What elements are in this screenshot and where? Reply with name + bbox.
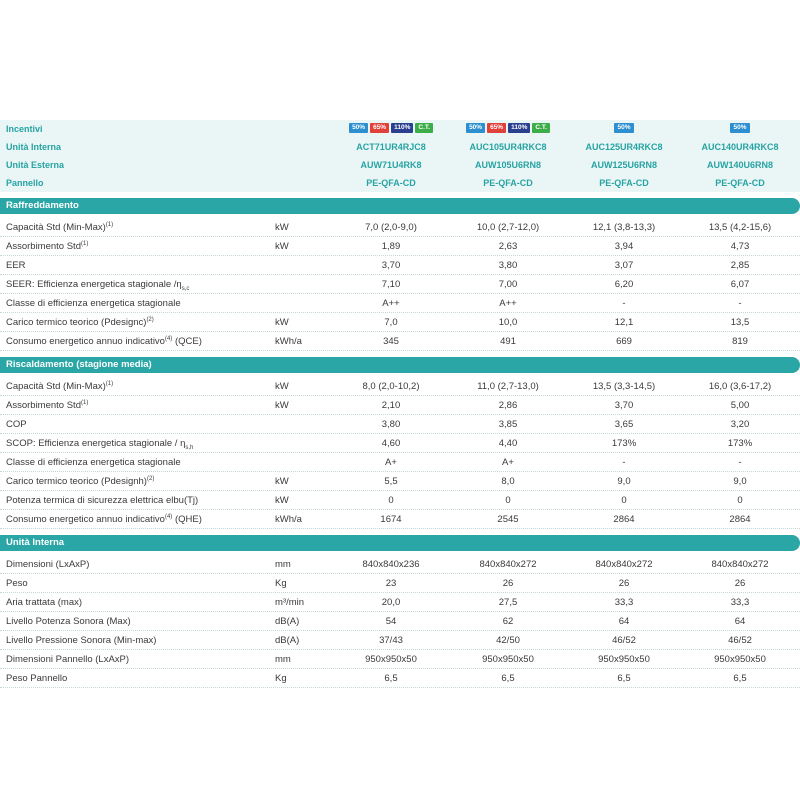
row-label [6, 495, 198, 506]
cell-value: 3,70 [381, 260, 401, 271]
cell-value: 2864 [729, 514, 751, 525]
table-row [0, 593, 800, 612]
cell-value: - [622, 298, 626, 309]
cell-value: - [622, 457, 626, 468]
cell-value: 6,20 [614, 279, 634, 290]
row-label [6, 298, 181, 309]
cell-value: 10,0 [498, 317, 518, 328]
row-unit: kWh/a [275, 514, 302, 525]
cell-value: 345 [383, 336, 399, 347]
cell-value: A++ [499, 298, 517, 309]
cell-value: 0 [737, 495, 743, 506]
row-label [6, 559, 89, 570]
table-row [0, 510, 800, 529]
cell-value: 8,0 [501, 476, 515, 487]
row-label-text: COP [6, 419, 27, 430]
row-unit: mm [275, 654, 291, 665]
table-row [0, 237, 800, 256]
row-label [6, 336, 202, 347]
cell-value: 2,10 [381, 400, 401, 411]
badges-col-1 [333, 123, 449, 133]
cell-value: 42/50 [496, 635, 520, 646]
cell-value: 37/43 [379, 635, 403, 646]
footnote-ref: (2) [146, 476, 155, 482]
row-label-text: Carico termico teorico (Pdesignh) [6, 476, 147, 488]
row-label [6, 419, 27, 430]
row-label-text: Livello Potenza Sonora (Max) [6, 616, 131, 627]
cell-value: 26 [734, 578, 746, 589]
cell-value: 64 [734, 616, 746, 627]
cell-value: 6,5 [733, 673, 747, 684]
cell-value: 3,85 [498, 419, 518, 430]
table-row [0, 332, 800, 351]
cell-value: 950x950x50 [598, 654, 650, 665]
cell-value: 10,0 (2,7-12,0) [476, 222, 540, 233]
cell-value: 7,0 [384, 317, 398, 328]
cell-value: A+ [385, 457, 397, 468]
incentive-badge: 110% [391, 123, 413, 133]
cell-value: 3,94 [614, 241, 634, 252]
cell-value: 26 [502, 578, 514, 589]
row-unit: dB(A) [275, 616, 300, 627]
row-label-sub: s,c [181, 285, 190, 292]
row-label [6, 457, 181, 468]
row-label-text: Consumo energetico annuo indicativo [6, 514, 165, 526]
cell-value: 1,89 [381, 241, 401, 252]
row-unit: kW [275, 495, 289, 506]
row-label [6, 438, 193, 451]
incentives-row [0, 120, 800, 138]
cell-value: A++ [382, 298, 400, 309]
cell-value: 2545 [497, 514, 519, 525]
panel-model: PE-QFA-CD [366, 178, 416, 188]
row-label-text: Peso Pannello [6, 673, 68, 684]
row-label-suffix: (QCE) [172, 336, 202, 348]
cell-value: 6,07 [730, 279, 750, 290]
table-row [0, 396, 800, 415]
row-label-text: EER [6, 260, 26, 271]
row-label-text: Classe di efficienza energetica stagionale [6, 298, 181, 309]
section-header: Raffreddamento [0, 198, 800, 214]
row-label [6, 654, 129, 665]
outdoor-model: AUW140U6RN8 [706, 160, 774, 170]
cell-value: 2,85 [730, 260, 750, 271]
cell-value: 173% [727, 438, 753, 449]
incentive-badge: 50% [614, 123, 633, 133]
table-row [0, 491, 800, 510]
row-label-text: Potenza termica di sicurezza elettrica elbu(Tj) [6, 495, 199, 506]
cell-value: 3,70 [614, 400, 634, 411]
cell-value: 7,00 [498, 279, 518, 290]
cell-value: 950x950x50 [714, 654, 766, 665]
table-row [0, 669, 800, 688]
cell-value: 5,00 [730, 400, 750, 411]
footnote-ref: (2) [146, 317, 154, 323]
footnote-ref: (1) [105, 222, 114, 228]
incentive-badge: 65% [370, 123, 389, 133]
cell-value: 12,1 (3,8-13,3) [592, 222, 656, 233]
row-unit: kW [275, 400, 289, 411]
row-label [6, 514, 202, 525]
table-row [0, 313, 800, 332]
table-row [0, 275, 800, 294]
panel-model: PE-QFA-CD [715, 178, 765, 188]
table-row [0, 256, 800, 275]
panel-row [0, 174, 800, 192]
cell-value: 3,65 [614, 419, 634, 430]
panel-model: PE-QFA-CD [599, 178, 649, 188]
row-label [6, 260, 26, 271]
cell-value: 173% [611, 438, 637, 449]
footnote-ref: (1) [105, 381, 114, 387]
spec-table [0, 120, 800, 688]
row-label-text: Assorbimento Std [6, 400, 81, 412]
row-label [6, 578, 28, 589]
row-label [6, 673, 67, 684]
cell-value: 9,0 [617, 476, 631, 487]
cell-value: 950x950x50 [365, 654, 417, 665]
indoor-model: ACT71UR4RJC8 [356, 142, 426, 152]
table-row [0, 472, 800, 491]
cell-value: 840x840x236 [362, 559, 420, 570]
table-row [0, 294, 800, 313]
cell-value: 3,80 [498, 260, 518, 271]
cell-value: 6,5 [617, 673, 631, 684]
outdoor-unit-row [0, 156, 800, 174]
header-block [0, 120, 800, 192]
row-unit: kW [275, 476, 289, 487]
badges-col-3 [566, 123, 682, 133]
cell-value: 840x840x272 [711, 559, 769, 570]
cell-value: 6,5 [384, 673, 398, 684]
row-label [6, 241, 88, 252]
cell-value: 840x840x272 [595, 559, 653, 570]
incentive-badge: 50% [466, 123, 485, 133]
indoor-model: AUC140UR4RKC8 [701, 142, 779, 152]
row-unit: Kg [275, 673, 287, 684]
cell-value: 33,3 [730, 597, 750, 608]
row-label [6, 222, 113, 233]
row-unit: m³/min [275, 597, 305, 608]
row-label [6, 317, 154, 328]
indoor-model: AUC125UR4RKC8 [585, 142, 663, 152]
cell-value: 64 [618, 616, 630, 627]
row-label-text: Carico termico teorico (Pdesignc) [6, 317, 147, 329]
footnote-ref: (4) [164, 514, 173, 520]
outdoor-model: AUW125U6RN8 [590, 160, 658, 170]
incentive-badge: 65% [487, 123, 506, 133]
table-row [0, 434, 800, 453]
cell-value: 491 [500, 336, 516, 347]
row-label [6, 400, 88, 411]
panel-model: PE-QFA-CD [483, 178, 533, 188]
row-unit: dB(A) [275, 635, 300, 646]
cell-value: 840x840x272 [479, 559, 537, 570]
cell-value: 4,40 [498, 438, 518, 449]
indoor-unit-row [0, 138, 800, 156]
outdoor-model: AUW105U6RN8 [474, 160, 542, 170]
cell-value: 6,5 [501, 673, 515, 684]
table-row [0, 650, 800, 669]
cell-value: 950x950x50 [482, 654, 534, 665]
incentive-badge: 50% [730, 123, 749, 133]
cell-value: A+ [502, 457, 514, 468]
row-unit: kW [275, 241, 289, 252]
footnote-ref: (4) [164, 336, 173, 342]
cell-value: 46/52 [728, 635, 752, 646]
cell-value: 8,0 (2,0-10,2) [362, 381, 420, 392]
cell-value: 20,0 [381, 597, 401, 608]
outdoor-unit-label: Unità Esterna [6, 160, 65, 170]
row-label-sub: s,h [185, 444, 194, 451]
cell-value: 7,10 [381, 279, 401, 290]
cell-value: 669 [616, 336, 632, 347]
cell-value: 12,1 [614, 317, 634, 328]
row-unit: kW [275, 222, 289, 233]
cell-value: - [738, 298, 742, 309]
row-label-text: Dimensioni Pannello (LxAxP) [6, 654, 130, 665]
cell-value: 7,0 (2,0-9,0) [365, 222, 417, 233]
footnote-ref: (1) [80, 400, 89, 406]
footnote-ref: (1) [80, 241, 89, 247]
row-label [6, 381, 113, 392]
cell-value: 0 [621, 495, 627, 506]
cell-value: 54 [385, 616, 397, 627]
row-unit: mm [275, 559, 291, 570]
cell-value: 2,63 [498, 241, 518, 252]
cell-value: 4,73 [730, 241, 750, 252]
cell-value: 33,3 [614, 597, 634, 608]
row-label-text: Livello Pressione Sonora (Min-max) [6, 635, 157, 646]
row-unit: kWh/a [275, 336, 302, 347]
cell-value: 2864 [613, 514, 635, 525]
row-label-text: Peso [6, 578, 28, 589]
outdoor-model: AUW71U4RK8 [360, 160, 422, 170]
incentive-badge: 50% [349, 123, 368, 133]
row-label-text: Assorbimento Std [6, 241, 81, 253]
incentive-badge: 110% [508, 123, 530, 133]
cell-value: 3,07 [614, 260, 634, 271]
incentives-label: Incentivi [6, 124, 43, 134]
table-row [0, 612, 800, 631]
row-label [6, 597, 82, 608]
badges-col-2 [450, 123, 566, 133]
row-label-text: Capacità Std (Min-Max) [6, 222, 106, 234]
cell-value: 27,5 [498, 597, 518, 608]
cell-value: 819 [732, 336, 748, 347]
cell-value: 13,5 (3,3-14,5) [592, 381, 656, 392]
row-label-text: Aria trattata (max) [6, 597, 83, 608]
row-label [6, 616, 131, 627]
table-row [0, 631, 800, 650]
table-row [0, 415, 800, 434]
row-label-suffix: (QHE) [172, 514, 202, 526]
badges-col-4 [682, 123, 798, 133]
cell-value: 4,60 [381, 438, 401, 449]
row-unit: kW [275, 317, 289, 328]
table-row [0, 453, 800, 472]
row-label-text: Dimensioni (LxAxP) [6, 559, 90, 570]
row-label-text: Classe di efficienza energetica stagionale [6, 457, 181, 468]
table-row [0, 574, 800, 593]
cell-value: 46/52 [612, 635, 636, 646]
row-label-text: SEER: Efficienza energetica stagionale /η [6, 279, 182, 290]
cell-value: 0 [505, 495, 511, 506]
row-unit: kW [275, 381, 289, 392]
row-unit: Kg [275, 578, 287, 589]
indoor-model: AUC105UR4RKC8 [469, 142, 547, 152]
cell-value: 13,5 (4,2-15,6) [708, 222, 772, 233]
cell-value: 1674 [380, 514, 402, 525]
cell-value: 5,5 [384, 476, 398, 487]
row-label [6, 279, 189, 292]
cell-value: 26 [618, 578, 630, 589]
cell-value: 0 [388, 495, 394, 506]
section-header: Unità Interna [0, 535, 800, 551]
cell-value: 13,5 [730, 317, 750, 328]
row-label [6, 476, 154, 487]
cell-value: 16,0 (3,6-17,2) [708, 381, 772, 392]
row-label-text: Capacità Std (Min-Max) [6, 381, 106, 393]
row-label [6, 635, 156, 646]
section-header: Riscaldamento (stagione media) [0, 357, 800, 373]
incentive-badge: C.T. [415, 123, 433, 133]
cell-value: 9,0 [733, 476, 747, 487]
cell-value: 11,0 (2,7-13,0) [477, 381, 539, 392]
incentive-badge: C.T. [532, 123, 550, 133]
table-row [0, 377, 800, 396]
cell-value: 3,80 [381, 419, 401, 430]
row-label-text: Consumo energetico annuo indicativo [6, 336, 165, 348]
table-row [0, 555, 800, 574]
table-row [0, 218, 800, 237]
row-label-text: SCOP: Efficienza energetica stagionale / η [6, 438, 186, 449]
cell-value: 2,86 [498, 400, 518, 411]
indoor-unit-label: Unità Interna [6, 142, 62, 152]
sections-container [0, 198, 800, 688]
panel-label: Pannello [6, 178, 44, 188]
cell-value: - [738, 457, 742, 468]
cell-value: 23 [385, 578, 397, 589]
cell-value: 62 [502, 616, 514, 627]
cell-value: 3,20 [730, 419, 750, 430]
